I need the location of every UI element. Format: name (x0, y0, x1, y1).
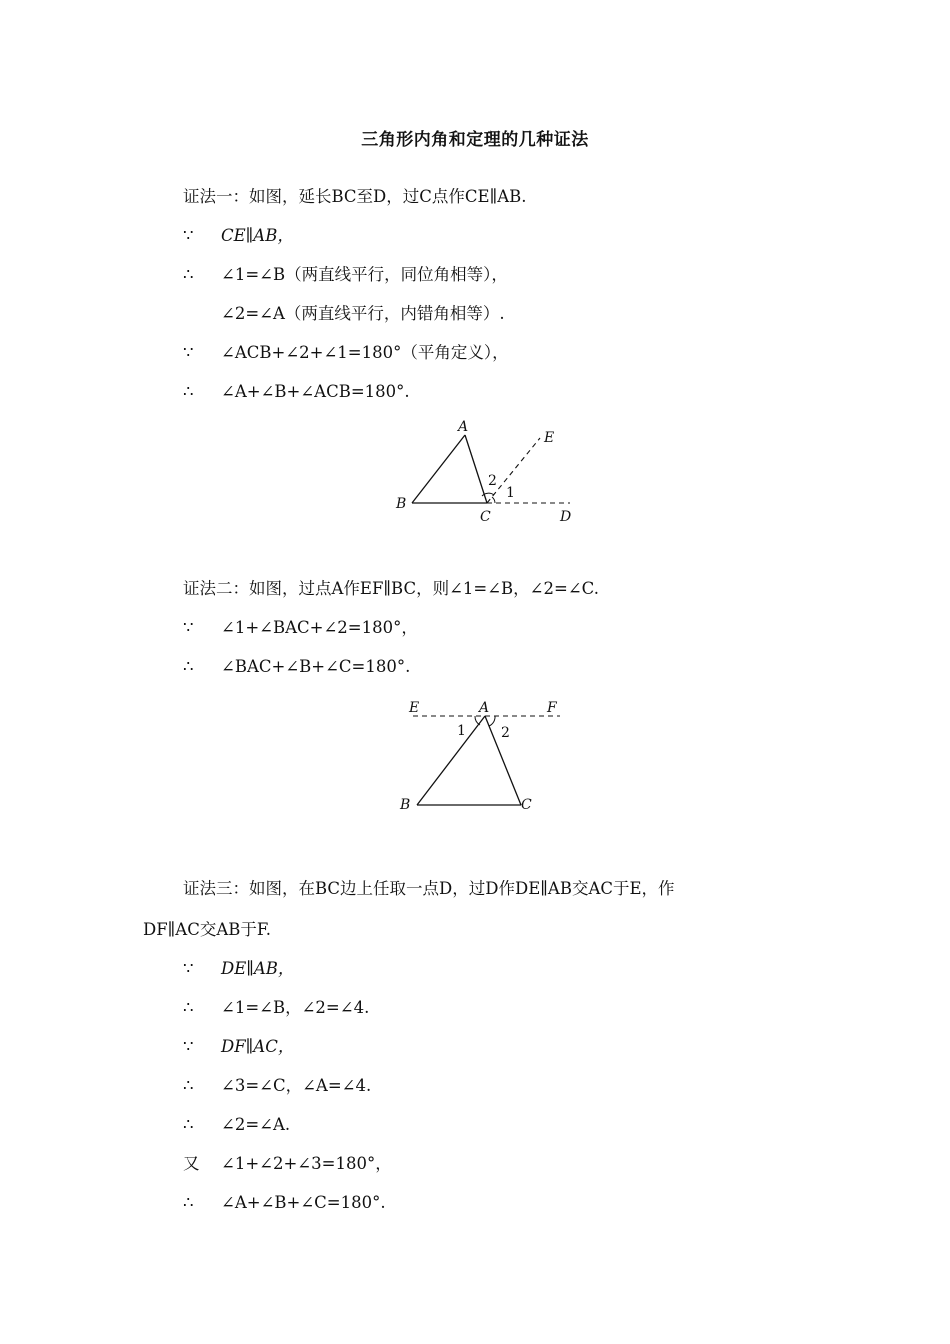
label-angle-1: 1 (506, 485, 515, 501)
proof1-line-3: ∠2=∠A（两直线平行，内错角相等）. (221, 304, 505, 323)
proof3-line-2-symbol: ∴ (183, 998, 194, 1017)
proof2-intro: 证法二：如图，过点A作EF∥BC，则∠1=∠B，∠2=∠C. (183, 579, 599, 598)
proof3-line-3-symbol: ∵ (183, 1037, 194, 1056)
proof3-line-1: DE∥AB， (221, 959, 295, 978)
angle-1-arc (492, 497, 495, 503)
proof1-line-5: ∠A+∠B+∠ACB=180°. (221, 382, 410, 401)
side-ac (465, 435, 487, 503)
label-d: D (560, 509, 572, 525)
proof1-line-4-symbol: ∵ (183, 343, 194, 362)
label-e: E (544, 430, 555, 446)
proof3-intro: 证法三：如图，在BC边上任取一点D，过D作DE∥AB交AC于E，作 (183, 879, 675, 898)
label-angle-2: 2 (501, 725, 510, 741)
proof2-line-1-symbol: ∵ (183, 618, 194, 637)
proof3-line-2: ∠1=∠B，∠2=∠4. (221, 998, 370, 1017)
side-ab (412, 435, 465, 503)
label-angle-2: 2 (488, 473, 497, 489)
side-ab (417, 716, 485, 805)
proof1-line-1-symbol: ∵ (183, 226, 194, 245)
proof1-figure (390, 415, 590, 534)
label-c: C (521, 797, 532, 813)
proof2-line-2: ∠BAC+∠B+∠C=180°. (221, 657, 411, 676)
label-e: E (409, 700, 420, 716)
proof1-line-1: CE∥AB， (221, 226, 294, 245)
label-a: A (458, 419, 469, 435)
proof1-line-2-symbol: ∴ (183, 265, 194, 284)
label-angle-1: 1 (457, 723, 466, 739)
label-b: B (396, 496, 407, 512)
proof3-line-6-symbol: 又 (183, 1154, 200, 1173)
proof3-intro-continued: DF∥AC交AB于F. (143, 920, 272, 939)
proof1-intro: 证法一：如图，延长BC至D，过C点作CE∥AB. (183, 187, 527, 206)
proof3-line-5-symbol: ∴ (183, 1115, 194, 1134)
proof3-line-5: ∠2=∠A. (221, 1115, 291, 1134)
proof2-line-2-symbol: ∴ (183, 657, 194, 676)
proof1-line-4: ∠ACB+∠2+∠1=180°（平角定义）， (221, 343, 509, 362)
label-f: F (547, 700, 557, 716)
angle-2-arc (489, 716, 495, 726)
proof3-line-3: DF∥AC， (221, 1037, 295, 1056)
proof3-line-1-symbol: ∵ (183, 959, 194, 978)
proof3-line-6: ∠1+∠2+∠3=180°， (221, 1154, 392, 1173)
page-title: 三角形内角和定理的几种证法 (361, 130, 589, 150)
label-a: A (479, 700, 490, 716)
proof3-line-4-symbol: ∴ (183, 1076, 194, 1095)
proof3-line-4: ∠3=∠C，∠A=∠4. (221, 1076, 372, 1095)
proof1-line-5-symbol: ∴ (183, 382, 194, 401)
proof2-figure (395, 695, 575, 824)
proof2-line-1: ∠1+∠BAC+∠2=180°， (221, 618, 418, 637)
label-c: C (480, 509, 491, 525)
proof1-line-2: ∠1=∠B（两直线平行，同位角相等）， (221, 265, 508, 284)
label-b: B (400, 797, 411, 813)
proof3-line-7-symbol: ∴ (183, 1193, 194, 1212)
proof3-line-7: ∠A+∠B+∠C=180°. (221, 1193, 386, 1212)
